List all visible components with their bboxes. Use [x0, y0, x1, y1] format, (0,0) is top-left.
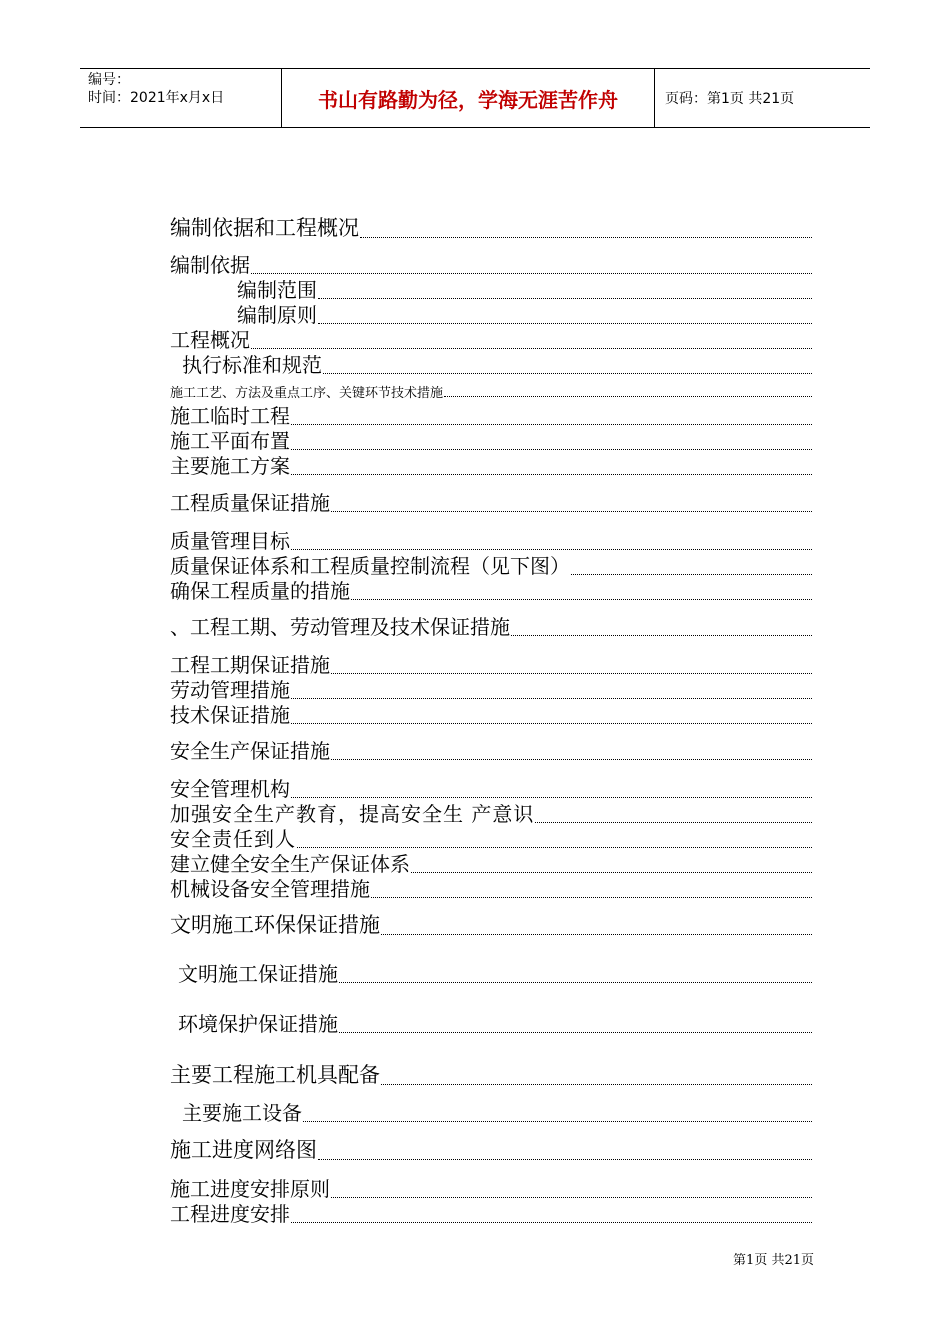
toc-entry-label: 质量管理目标 — [170, 529, 290, 553]
dot-leader — [251, 347, 812, 349]
dot-leader — [381, 933, 812, 935]
toc-entry-label: 工程进度安排 — [170, 1202, 290, 1226]
toc-entry[interactable] — [170, 877, 812, 902]
toc-entry-label: 编制依据和工程概况 — [170, 216, 359, 240]
dot-leader — [371, 896, 812, 898]
toc-entry-label: 工程质量保证措施 — [170, 491, 330, 515]
dot-leader — [331, 672, 812, 674]
toc-entry-label: 施工平面布置 — [170, 429, 290, 453]
toc-entry-label: 工程概况 — [170, 328, 250, 352]
toc-entry-label: 主要施工方案 — [170, 454, 290, 478]
toc-entry-label: 安全管理机构 — [170, 777, 290, 801]
header-page-number: 页码：第1页 共21页 — [665, 91, 795, 107]
toc-entry-label: 建立健全安全生产保证体系 — [170, 852, 410, 876]
toc-entry-label: 施工临时工程 — [170, 404, 290, 428]
dot-leader — [318, 1158, 812, 1160]
toc-entry-label: 主要施工设备 — [182, 1101, 302, 1125]
dot-leader — [571, 573, 812, 575]
toc-entry-label: 工程工期保证措施 — [170, 653, 330, 677]
dot-leader — [323, 372, 812, 374]
dot-leader — [291, 423, 812, 425]
page-header — [80, 68, 870, 128]
toc-entry-label: 施工进度网络图 — [170, 1138, 317, 1162]
serial-label: 编号： — [88, 72, 130, 88]
dot-leader — [381, 1083, 812, 1085]
dot-leader — [444, 395, 812, 397]
dot-leader — [535, 821, 812, 823]
toc-entry-label: 确保工程质量的措施 — [170, 579, 350, 603]
dot-leader — [251, 272, 812, 274]
dot-leader — [291, 722, 812, 724]
dot-leader — [318, 297, 812, 299]
dot-leader — [339, 981, 812, 983]
toc-entry[interactable] — [170, 454, 812, 479]
dot-leader — [360, 236, 812, 238]
toc-entry[interactable] — [170, 615, 812, 640]
toc-entry[interactable] — [170, 381, 812, 401]
toc-entry[interactable] — [170, 1063, 812, 1089]
toc-entry[interactable] — [170, 353, 812, 378]
dot-leader — [331, 1196, 812, 1198]
header-info-cell — [80, 69, 282, 127]
toc-entry-label: 劳动管理措施 — [170, 678, 290, 702]
page-footer: 第1页 共21页 — [733, 1253, 814, 1268]
dot-leader — [318, 322, 812, 324]
toc-entry-label: 文明施工保证措施 — [178, 962, 338, 986]
toc-entry[interactable] — [170, 913, 812, 939]
dot-leader — [291, 448, 812, 450]
toc-entry-label: 技术保证措施 — [170, 703, 290, 727]
dot-leader — [331, 510, 812, 512]
dot-leader — [303, 1120, 812, 1122]
toc-entry[interactable] — [170, 703, 812, 728]
toc-entry-label: 编制范围 — [237, 278, 317, 302]
toc-entry-label: 环境保护保证措施 — [178, 1012, 338, 1036]
toc-entry-label: 施工进度安排原则 — [170, 1177, 330, 1201]
toc-entry-label: 执行标准和规范 — [182, 353, 322, 377]
toc-entry-label: 、工程工期、劳动管理及技术保证措施 — [170, 615, 510, 639]
dot-leader — [351, 598, 812, 600]
toc-entry-label: 施工工艺、方法及重点工序、关键环节技术措施 — [170, 386, 444, 401]
dot-leader — [411, 871, 812, 873]
toc-entry[interactable] — [170, 491, 812, 516]
toc-entry[interactable] — [170, 1138, 812, 1164]
toc-entry[interactable] — [170, 579, 812, 604]
dot-leader — [291, 697, 812, 699]
toc-entry[interactable] — [170, 1012, 812, 1037]
header-motto: 书山有路勤为径，学海无涯苦作舟 — [282, 69, 655, 127]
toc-entry-label: 安全生产保证措施 — [170, 739, 330, 763]
toc-entry-label: 安全责任到人 — [170, 827, 296, 851]
toc-entry-label: 加强安全生产教育，提高安全生 产意识 — [170, 802, 535, 826]
toc-entry-label: 质量保证体系和工程质量控制流程（见下图） — [170, 554, 570, 578]
toc-entry[interactable] — [170, 1101, 812, 1126]
toc-entry-label: 主要工程施工机具配备 — [170, 1063, 380, 1087]
toc-entry[interactable] — [170, 216, 812, 242]
toc-entry-label: 编制依据 — [170, 253, 250, 277]
toc-entry[interactable] — [170, 1202, 812, 1227]
dot-leader — [331, 758, 812, 760]
toc-entry[interactable] — [170, 739, 812, 764]
toc-entry[interactable] — [170, 303, 812, 328]
dot-leader — [291, 473, 812, 475]
toc-entry-label: 文明施工环保保证措施 — [170, 913, 380, 937]
toc-entry[interactable] — [170, 962, 812, 987]
toc-entry-label: 编制原则 — [237, 303, 317, 327]
date-text: 时间：2021年x月x日 — [88, 90, 225, 106]
dot-leader — [291, 1221, 812, 1223]
dot-leader — [339, 1031, 812, 1033]
toc-entry-label: 机械设备安全管理措施 — [170, 877, 370, 901]
dot-leader — [511, 634, 812, 636]
